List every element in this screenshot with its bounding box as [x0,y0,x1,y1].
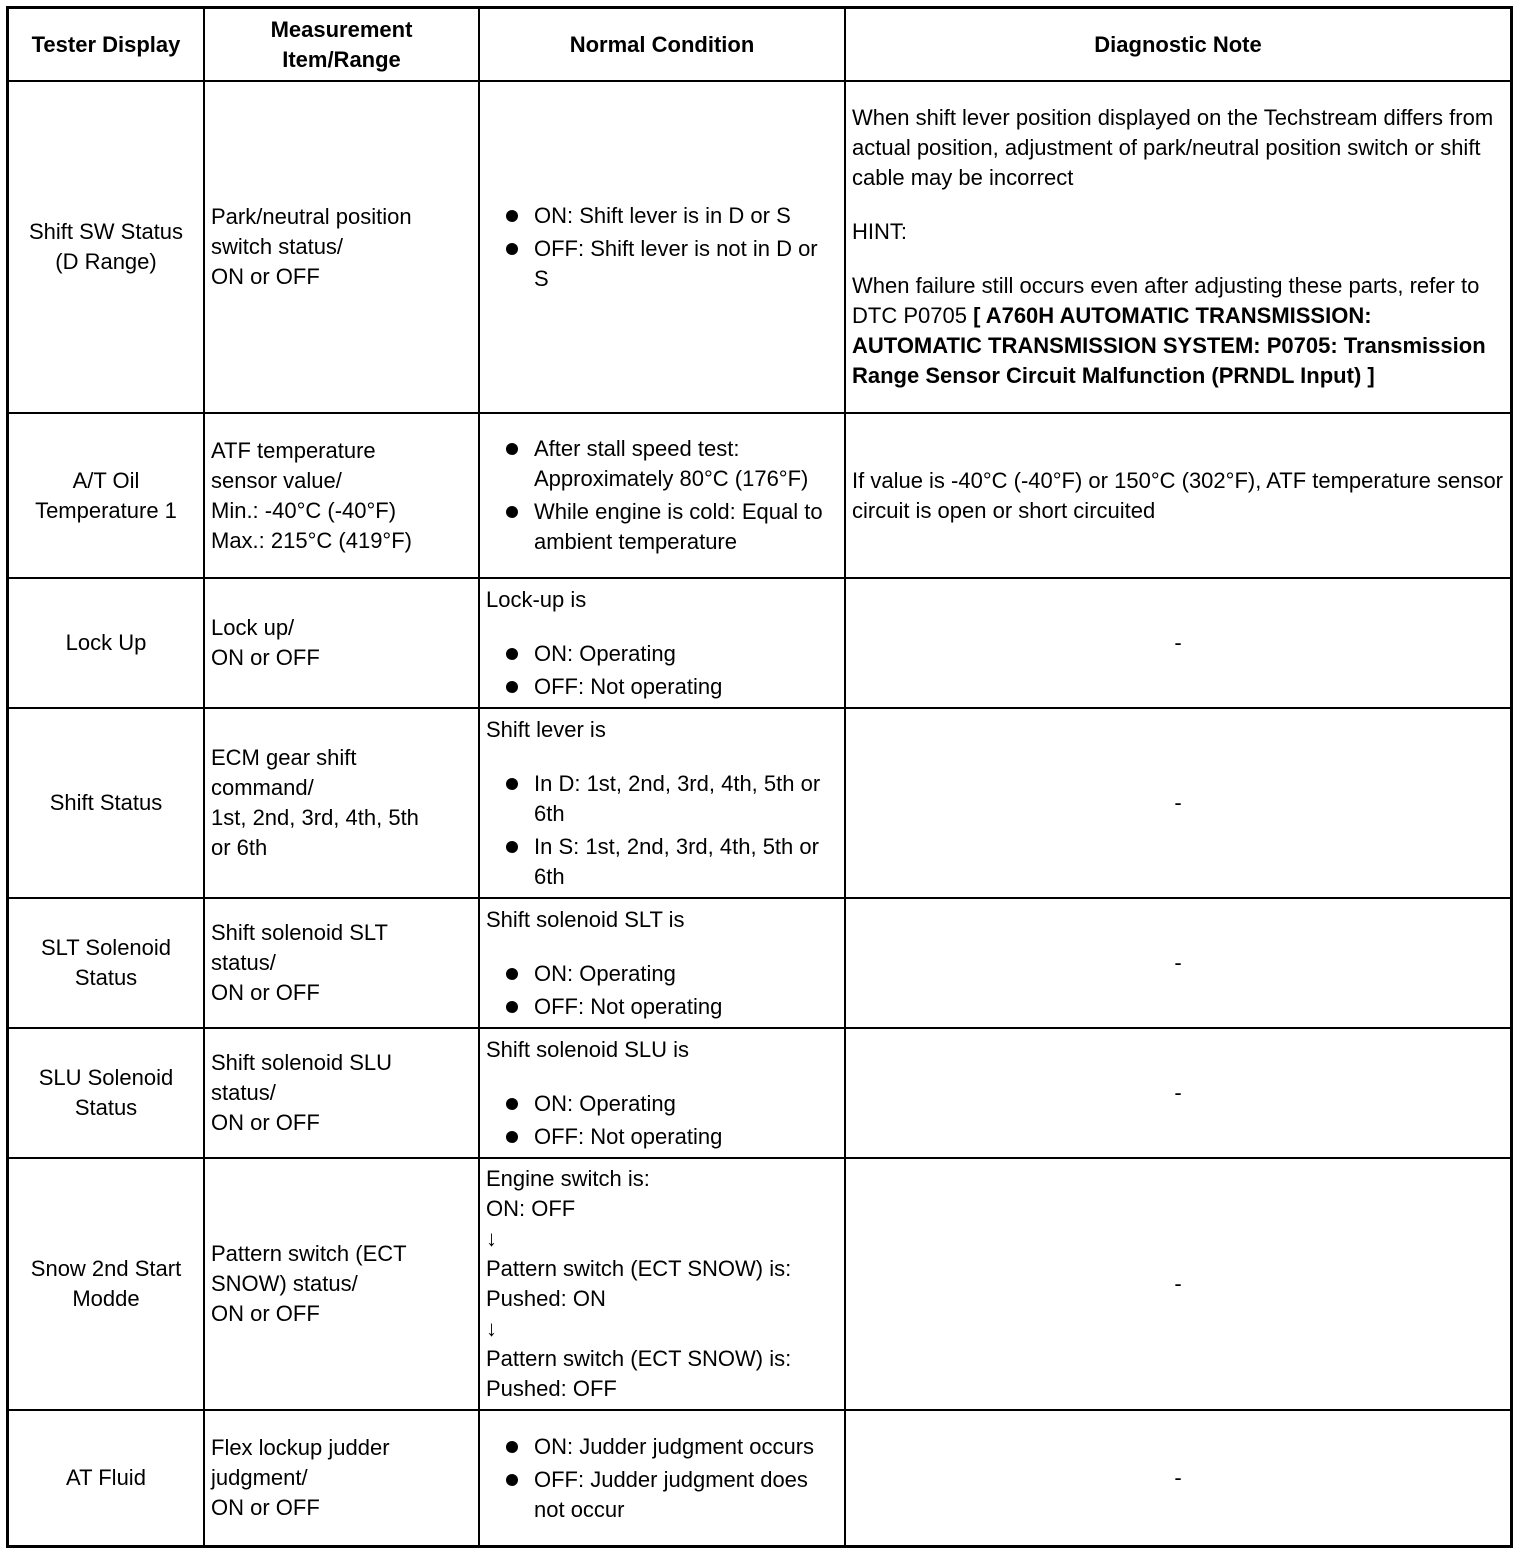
bullet-text: ON: Operating [534,960,676,986]
measurement-line: sensor value/ [211,467,342,493]
tester-display-line: Shift SW Status [28,219,184,244]
measurement-line: or 6th [211,835,268,860]
tester-display-line: SLT Solenoid [40,935,172,960]
tester-display-cell [9,413,204,578]
list-item [486,832,838,892]
tester-display-cell [9,708,204,898]
bullet-icon [506,648,518,660]
header-row [9,9,1510,81]
normal-condition-cell [479,1410,845,1545]
list-item [486,639,838,669]
bullet-icon [506,1131,518,1143]
list-item [486,672,838,702]
measurement-cell [204,1028,479,1158]
diagnostic-note-cell [845,81,1510,413]
bullet-icon [506,778,518,790]
table-row [9,413,1510,578]
header-normal-condition: Normal Condition [479,9,845,81]
list-item [486,497,838,557]
list-item [486,1465,838,1525]
header-diagnostic-note: Diagnostic Note [845,9,1510,81]
diagnostic-note-cell: If value is -40°C (-40°F) or 150°C (302°F), ATF temperature sensor circuit is open or short circuited [845,413,1510,578]
bullet-text: OFF: Not operating [534,993,723,1019]
table-row [9,81,1510,413]
table-row [9,898,1510,1028]
normal-condition-cell [479,81,845,413]
measurement-line: Pattern switch (ECT [211,1241,407,1266]
normal-condition-cell [479,708,845,898]
diagnostic-note-cell: - [845,1158,1510,1410]
table-row [9,708,1510,898]
measurement-line: Park/neutral position [211,204,412,229]
bullet-text: OFF: Not operating [534,673,723,699]
normal-condition-cell [479,413,845,578]
bullet-icon [506,1001,518,1013]
measurement-line: ON or OFF [211,1110,320,1135]
data-list-sheet [6,6,1513,1548]
tester-display-cell [9,578,204,708]
list-item [486,1122,838,1152]
bullet-text: OFF: Not operating [534,1123,723,1149]
bullet-text: In S: 1st, 2nd, 3rd, 4th, 5th or 6th [534,833,819,889]
list-item [486,1089,838,1119]
bullet-text: ON: Shift lever is in D or S [534,202,791,228]
tester-display-line: Temperature 1 [35,497,177,523]
measurement-cell [204,1410,479,1545]
measurement-line: Flex lockup judder [211,1435,390,1460]
tester-display-line: (D Range) [55,249,157,274]
condition-line: Pushed: ON [486,1286,606,1311]
bullet-icon [506,968,518,980]
condition-intro: Shift solenoid SLT is [486,906,685,932]
tester-display-line: SLU Solenoid [38,1065,174,1090]
diagnostic-note-cell: - [845,708,1510,898]
list-item [486,1432,838,1462]
bullet-text: OFF: Shift lever is not in D or S [534,235,818,291]
bullet-text: ON: Operating [534,1090,676,1116]
tester-display-line: A/T Oil [72,467,140,493]
normal-condition-cell [479,578,845,708]
tester-display-cell [9,1158,204,1410]
list-item [486,769,838,829]
bullet-text: After stall speed test: Approximately 80°C (176°F) [534,436,809,491]
measurement-cell [204,578,479,708]
condition-intro: Lock-up is [486,586,587,612]
measurement-line: Shift solenoid SLU [211,1050,392,1075]
tester-display-line: AT Fluid [66,1465,146,1490]
list-item [486,434,838,494]
normal-condition-cell [479,1158,845,1410]
condition-line: ON: OFF [486,1196,576,1221]
measurement-line: ON or OFF [211,980,320,1005]
table-row [9,1410,1510,1545]
tester-display-line: Modde [72,1286,140,1311]
measurement-line: ON or OFF [211,264,320,289]
bullet-icon [506,506,518,518]
note-hint: HINT: [852,219,907,244]
tester-display-cell [9,1028,204,1158]
bullet-text: ON: Operating [534,640,676,666]
condition-line: Pattern switch (ECT SNOW) is: [486,1346,792,1371]
list-item [486,201,838,231]
condition-line: Engine switch is: [486,1166,650,1191]
tester-display-cell [9,81,204,413]
header-measurement-item: Measurement Item/Range [204,9,479,81]
table-row [9,1158,1510,1410]
list-item [486,234,838,294]
condition-line: Pushed: OFF [486,1376,617,1401]
measurement-cell [204,708,479,898]
diagnostic-note-cell: - [845,1028,1510,1158]
header-tester-display: Tester Display [9,9,204,81]
table-row [9,578,1510,708]
bullet-text: ON: Judder judgment occurs [534,1433,815,1459]
note-paragraph: When shift lever position displayed on the Techstream differs from actual position, adjustment of park/neutral position switch or shift cable may be incorrect [852,105,1494,190]
table-row [9,1028,1510,1158]
bullet-icon [506,1098,518,1110]
condition-line: Pattern switch (ECT SNOW) is: [486,1256,792,1281]
measurement-cell [204,81,479,413]
measurement-line: Lock up/ [211,615,295,640]
measurement-line: Max.: 215°C (419°F) [211,527,412,553]
condition-intro: Shift lever is [486,716,606,742]
bullet-icon [506,681,518,693]
measurement-line: judgment/ [211,1465,308,1490]
measurement-line: command/ [211,775,314,800]
arrow-down-icon: ↓ [486,1226,497,1251]
data-list-table [9,9,1510,1545]
arrow-down-icon: ↓ [486,1316,497,1341]
note-text: When failure still occurs even after adjusting these parts, refer to DTC P0705 [852,273,1480,328]
dtc-reference: [ A760H AUTOMATIC TRANSMISSION: AUTOMATIC TRANSMISSION SYSTEM: P0705: Transmission Range Sensor Circuit Malfunction (PRNDL Input) ] [852,303,1486,388]
bullet-text: While engine is cold: Equal to ambient temperature [534,499,823,554]
bullet-text: OFF: Judder judgment does not occur [534,1466,808,1522]
tester-display-cell [9,1410,204,1545]
measurement-line: ECM gear shift [211,745,357,770]
bullet-icon [506,1441,518,1453]
bullet-text: In D: 1st, 2nd, 3rd, 4th, 5th or 6th [534,770,821,826]
condition-intro: Shift solenoid SLU is [486,1036,689,1062]
measurement-line: ON or OFF [211,645,320,670]
tester-display-cell [9,898,204,1028]
tester-display-line: Status [74,1095,138,1120]
list-item [486,959,838,989]
list-item [486,992,838,1022]
measurement-line: ON or OFF [211,1301,320,1326]
measurement-line: SNOW) status/ [211,1271,358,1296]
bullet-icon [506,210,518,222]
measurement-line: status/ [211,950,276,975]
bullet-icon [506,1474,518,1486]
measurement-cell [204,413,479,578]
normal-condition-cell [479,1028,845,1158]
bullet-icon [506,841,518,853]
tester-display-line: Snow 2nd Start [30,1256,182,1281]
measurement-line: ATF temperature [211,437,376,463]
bullet-icon [506,443,518,455]
measurement-line: status/ [211,1080,276,1105]
measurement-cell [204,898,479,1028]
diagnostic-note-cell: - [845,898,1510,1028]
normal-condition-cell [479,898,845,1028]
note-paragraph [852,271,1504,391]
measurement-line: switch status/ [211,234,344,259]
tester-display-line: Lock Up [65,630,147,655]
measurement-line: Shift solenoid SLT [211,920,388,945]
measurement-line: 1st, 2nd, 3rd, 4th, 5th [211,805,419,830]
bullet-icon [506,243,518,255]
measurement-cell [204,1158,479,1410]
diagnostic-note-cell: - [845,578,1510,708]
diagnostic-note-cell: - [845,1410,1510,1545]
measurement-line: ON or OFF [211,1495,320,1520]
tester-display-line: Status [74,965,138,990]
measurement-line: Min.: -40°C (-40°F) [211,497,397,523]
tester-display-line: Shift Status [49,790,163,815]
